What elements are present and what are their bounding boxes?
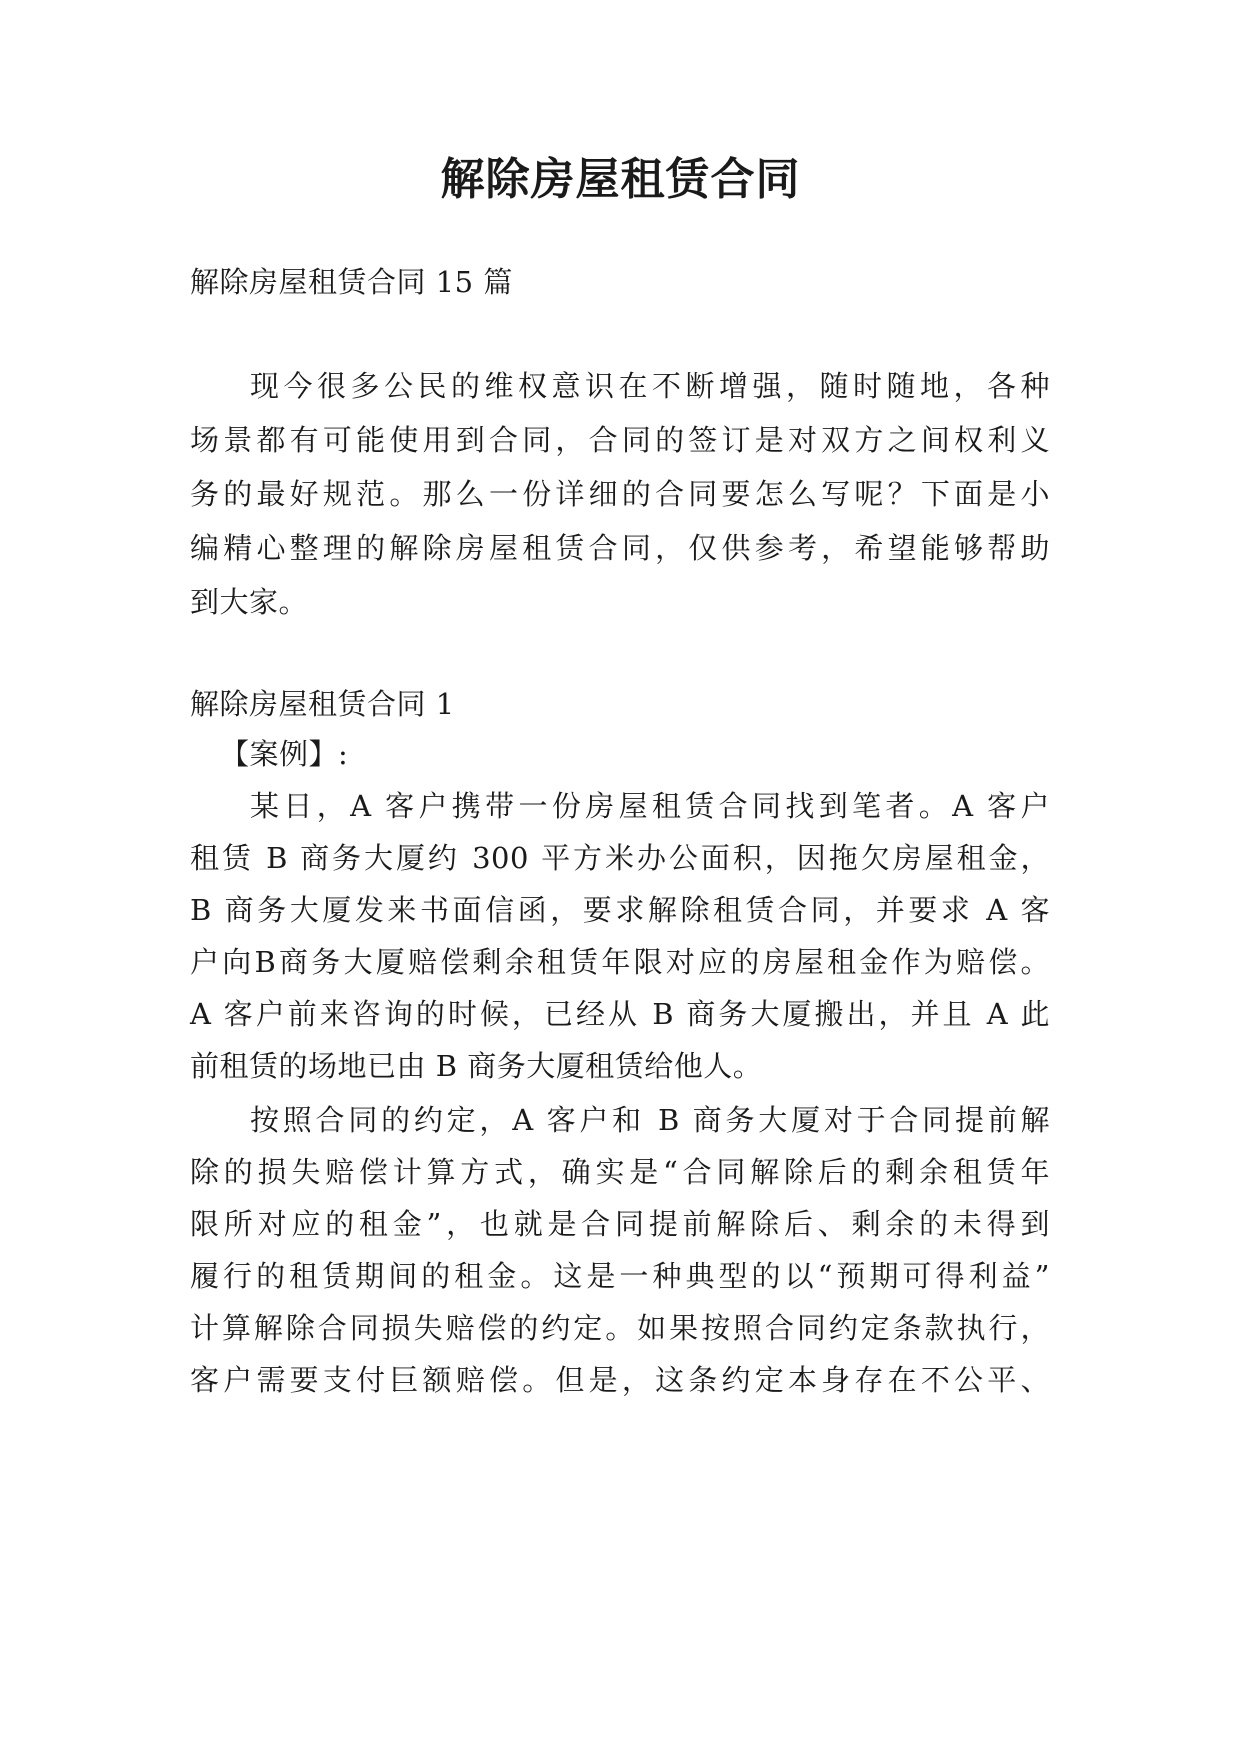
intro-line: 到大家。 [190,585,309,619]
analysis-line: 计算解除合同损失赔偿的约定。如果按照合同约定条款执行， [190,1311,1050,1345]
case-line: B 商务大厦发来书面信函，要求解除租赁合同，并要求 A 客 [190,893,1050,927]
intro-line: 场景都有可能使用到合同，合同的签订是对双方之间权利义 [190,423,1050,457]
intro-line: 务的最好规范。那么一份详细的合同要怎么写呢？下面是小 [190,477,1050,511]
analysis-line: 履行的租赁期间的租金。这是一种典型的以“预期可得利益” [190,1259,1050,1293]
analysis-line: 除的损失赔偿计算方式，确实是“合同解除后的剩余租赁年 [190,1155,1050,1189]
document-title: 解除房屋租赁合同 [440,154,801,205]
analysis-line: 客户需要支付巨额赔偿。但是，这条约定本身存在不公平、 [190,1363,1050,1397]
analysis-line: 限所对应的租金”，也就是合同提前解除后、剩余的未得到 [190,1207,1050,1241]
intro-line: 现今很多公民的维权意识在不断增强，随时随地，各种 [250,369,1050,403]
document-subtitle: 解除房屋租赁合同 15 篇 [190,265,513,299]
intro-line: 编精心整理的解除房屋租赁合同，仅供参考，希望能够帮助 [190,531,1050,565]
case-line: 租赁 B 商务大厦约 300 平方米办公面积，因拖欠房屋租金， [190,841,1050,875]
case-line: 户向B商务大厦赔偿剩余租赁年限对应的房屋租金作为赔偿。 [190,945,1050,979]
case-line: 某日，A 客户携带一份房屋租赁合同找到笔者。A 客户 [250,789,1050,823]
case-line: 前租赁的场地已由 B 商务大厦租赁给他人。 [190,1049,763,1083]
case-label: 【案例】: [220,737,349,771]
case-line: A 客户前来咨询的时候，已经从 B 商务大厦搬出，并且 A 此 [190,997,1050,1031]
analysis-line: 按照合同的约定，A 客户和 B 商务大厦对于合同提前解 [250,1103,1050,1137]
section-heading: 解除房屋租赁合同 1 [190,687,455,721]
